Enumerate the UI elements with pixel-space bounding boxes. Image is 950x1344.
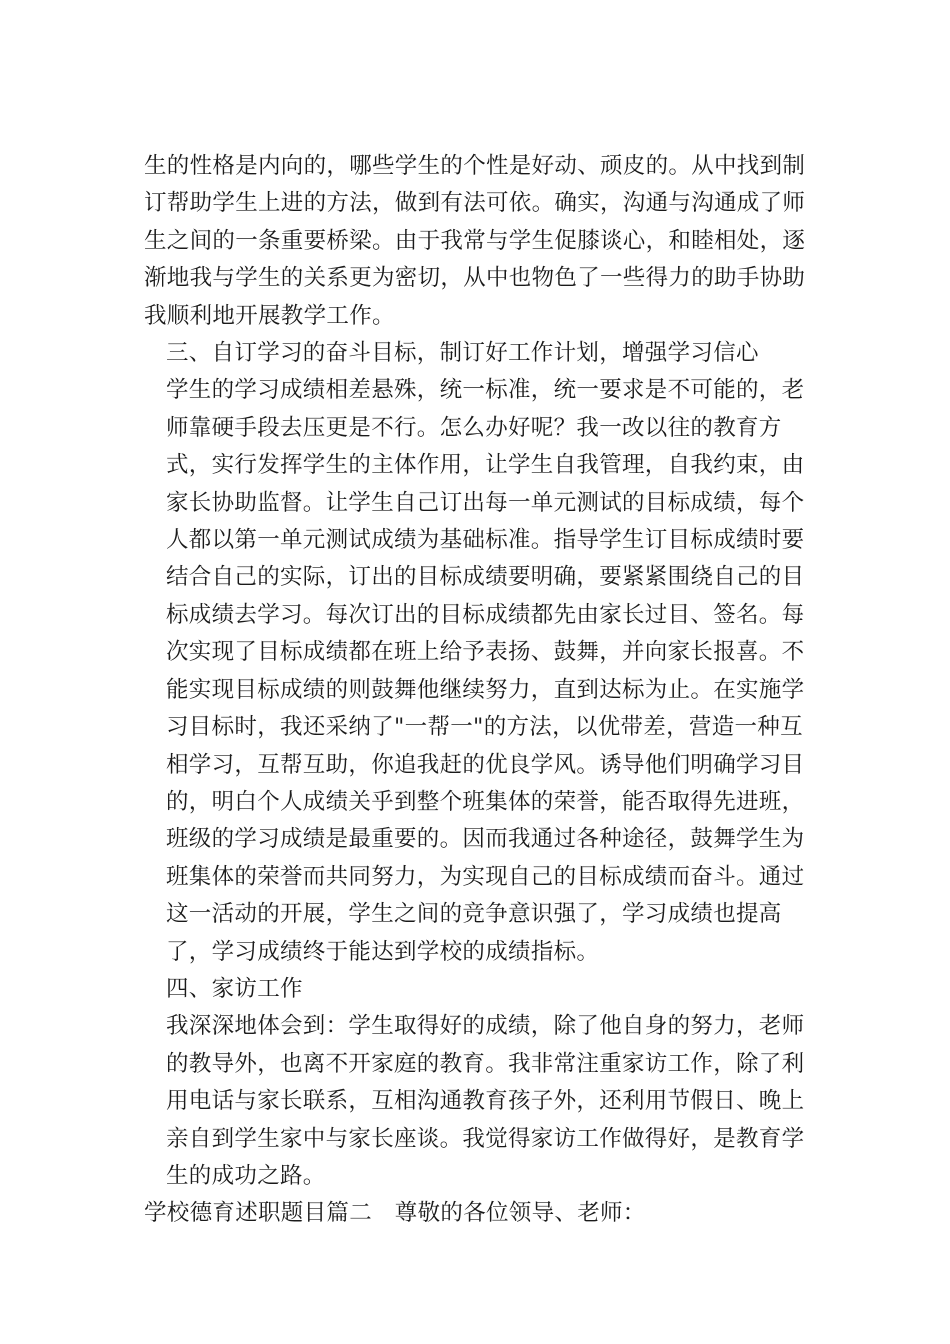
paragraph-home-visits: 我深深地体会到：学生取得好的成绩，除了他自身的努力，老师的教导外，也离不开家庭的教育。我非常注重家访工作，除了利用电话与家长联系，互相沟通教育孩子外，还利用节假日、晚上亲自到学生家中与家长座谈。我觉得家访工作做得好，是教育学生的成功之路。 — [166, 1013, 805, 1189]
document-body — [144, 148, 814, 1233]
paragraph-learning-goals: 学生的学习成绩相差悬殊，统一标准，统一要求是不可能的，老师靠硬手段去压更是不行。怎么办好呢？我一改以往的教育方式，实行发挥学生的主体作用，让学生自我管理，自我约束，由家长协助监督。让学生自己订出每一单元测试的目标成绩，每个人都以第一单元测试成绩为基础标准。指导学生订目标成绩时要结合自己的实际，订出的目标成绩要明确，要紧紧围绕自己的目标成绩去学习。每次订出的目标成绩都先由家长过目、签名。每次实现了目标成绩都在班上给予表扬、鼓舞，并向家长报喜。不能实现目标成绩的则鼓舞他继续努力，直到达标为止。在实施学习目标时，我还采纳了"一帮一"的方法，以优带差，营造一种互相学习，互帮互助，你追我赶的优良学风。诱导他们明确学习目的，明白个人成绩关乎到整个班集体的荣誉，能否取得先进班，班级的学习成绩是最重要的。因而我通过各种途径，鼓舞学生为班集体的荣誉而共同努力，为实现自己的目标成绩而奋斗。通过这一活动的开展，学生之间的竞争意识强了，学习成绩也提高了，学习成绩终于能达到学校的成绩指标。 — [166, 377, 805, 965]
paragraph-continuation: 生的性格是内向的，哪些学生的个性是好动、顽皮的。从中找到制订帮助学生上进的方法，做到有法可依。确实，沟通与沟通成了师生之间的一条重要桥梁。由于我常与学生促膝谈心，和睦相处，逐渐地我与学生的关系更为密切，从中也物色了一些得力的助手协助我顺利地开展教学工作。 — [144, 153, 806, 329]
next-article-title: 学校德育述职题目篇二 尊敬的各位领导、老师： — [144, 1200, 646, 1227]
section-heading-three: 三、自订学习的奋斗目标，制订好工作计划，增强学习信心 — [166, 340, 759, 367]
section-heading-four: 四、家访工作 — [166, 975, 303, 1002]
